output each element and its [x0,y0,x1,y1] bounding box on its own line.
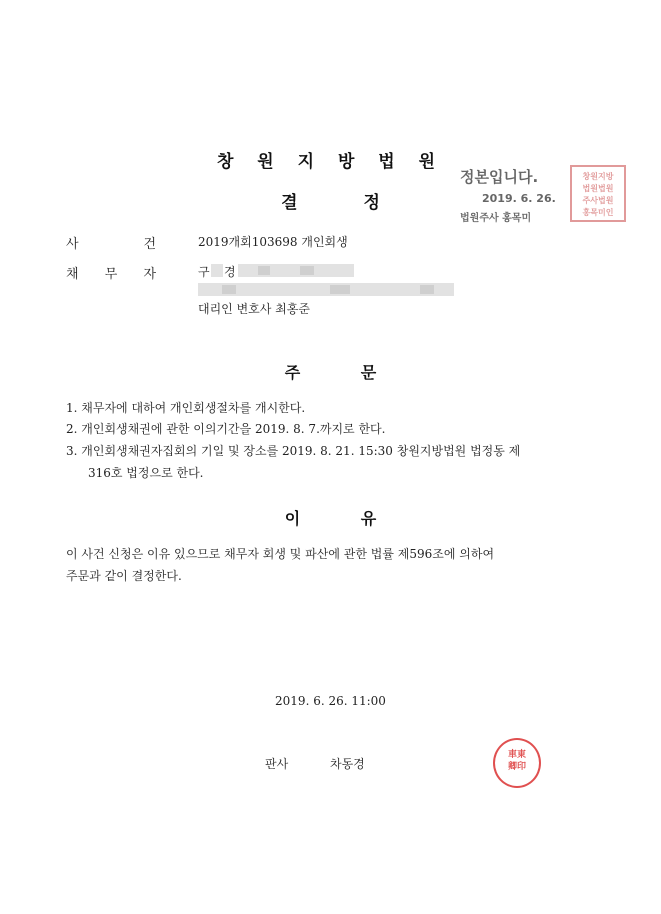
address-redaction [198,283,454,296]
debtor-label: 채 무 자 [66,267,156,282]
document-title: 결 정 [281,193,380,213]
redaction-block [211,264,223,277]
court-seal-square: 창원지방 법원법원 주사법원 홍목미인 [570,165,626,222]
order-item-3: 3. 개인회생채권자집회의 기일 및 장소를 2019. 8. 21. 15:30 창원지방법원 법정동 제 [66,444,521,458]
case-value: 2019개회103698 개인회생 [198,235,348,249]
judge-seal: 車東 卿印 [493,738,541,788]
redaction-block [330,285,350,294]
reason-heading: 이 유 [284,509,377,528]
redaction-block [258,266,270,275]
debtor-initial-2: 경 [224,265,236,279]
certification-text: 정본입니다. [460,168,539,186]
judge-name: 차동경 [330,757,365,771]
redaction-block [238,264,354,277]
representative: 대리인 변호사 최홍준 [198,302,310,316]
judge-label: 판사 [265,757,289,771]
certification-clerk: 법원주사 홍목미 [460,213,532,224]
redaction-block [300,266,314,275]
redaction-block [420,285,434,294]
order-item-2: 2. 개인회생채권에 관한 이의기간을 2019. 8. 7.까지로 한다. [66,422,386,436]
order-item-3-cont: 316호 법정으로 한다. [88,466,204,480]
decision-datetime: 2019. 6. 26. 11:00 [275,694,386,708]
case-label: 사 건 [66,237,156,252]
court-name: 창 원 지 방 법 원 [216,152,445,172]
order-heading: 주 문 [284,363,377,382]
redaction-block [222,285,236,294]
debtor-initial-1: 구 [198,265,210,279]
reason-line-1: 이 사건 신청은 이유 있으므로 채무자 회생 및 파산에 관한 법률 제596조에 의하여 [66,547,495,561]
certification-date: 2019. 6. 26. [482,192,556,205]
reason-line-2: 주문과 같이 결정한다. [66,569,182,583]
order-item-1: 1. 채무자에 대하여 개인회생절차를 개시한다. [66,401,306,415]
